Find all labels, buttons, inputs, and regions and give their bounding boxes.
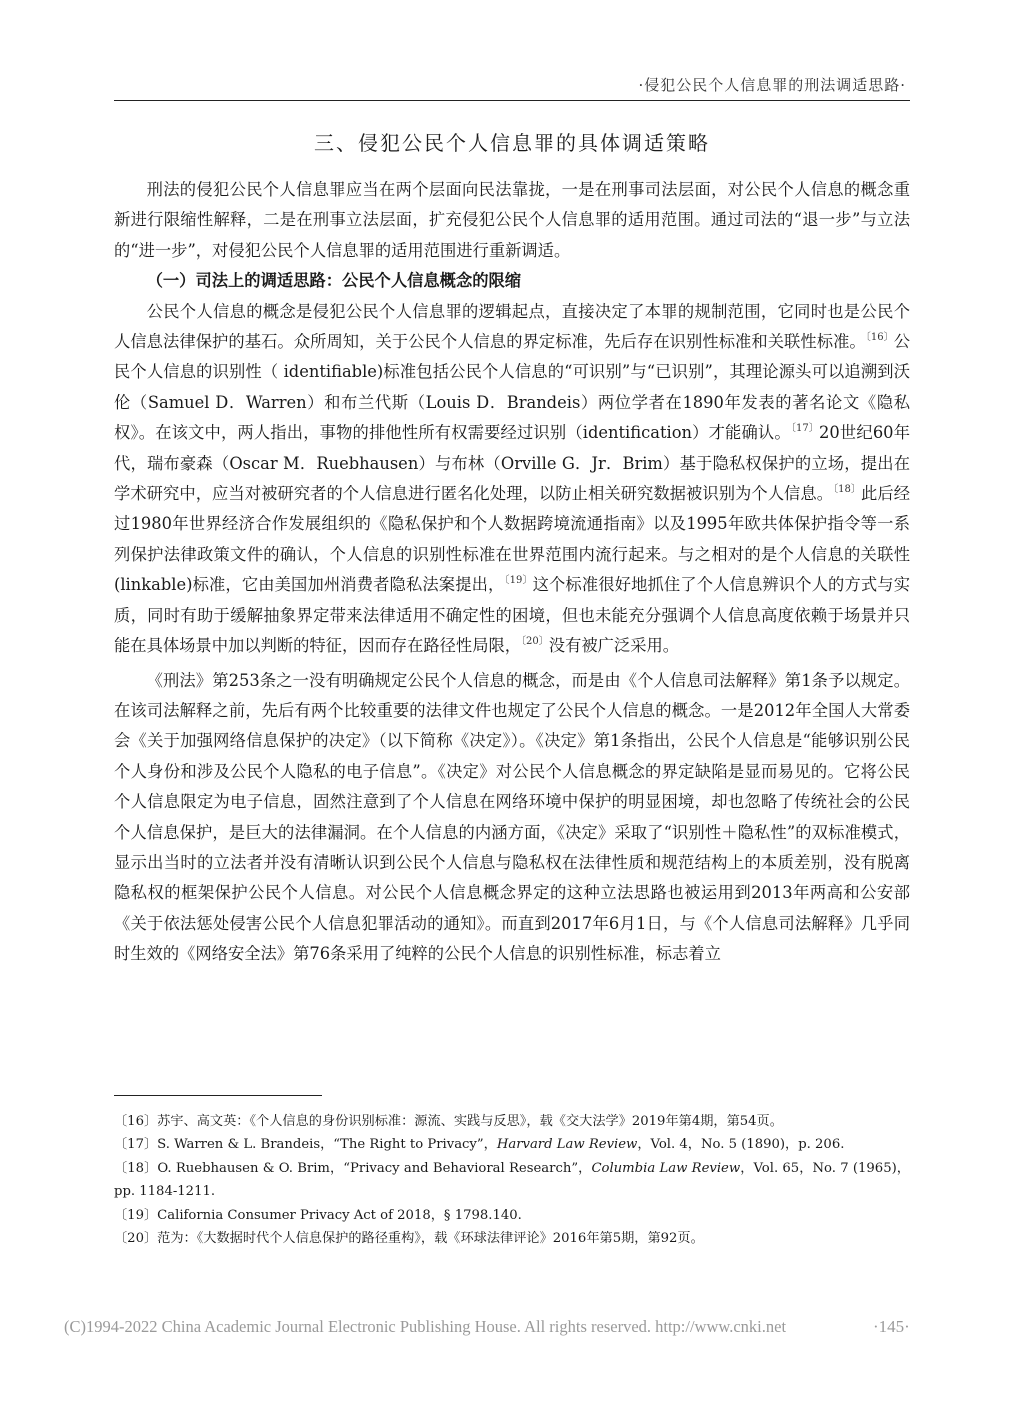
main-text bbox=[114, 175, 910, 970]
footnote-17-citation: ，Vol. 4，No. 5 (1890)，p. 206. bbox=[637, 1137, 845, 1153]
footnote-18-journal: Columbia Law Review bbox=[591, 1160, 741, 1176]
footnote-17-journal: Harvard Law Review bbox=[496, 1137, 638, 1153]
footnote-rule bbox=[114, 1095, 322, 1096]
running-head: ·侵犯公民个人信息罪的刑法调适思路· bbox=[638, 76, 906, 94]
paragraph-2-part-a: 公民个人信息的概念是侵犯公民个人信息罪的逻辑起点，直接决定了本罪的规制范围，它同时也是公民个人信息法律保护的基石。众所周知，关于公民个人信息的界定标准，先后存在识别性标准和关联性标准。 bbox=[114, 301, 910, 352]
footnote-20: 〔20〕范为：《大数据时代个人信息保护的路径重构》，载《环球法律评论》2016年第5期，第92页。 bbox=[114, 1231, 704, 1247]
footnote-ref-18[interactable]: 〔18〕 bbox=[833, 484, 862, 496]
subsection-heading: （一）司法上的调适思路：公民个人信息概念的限缩 bbox=[146, 271, 522, 291]
footnote-17 bbox=[114, 1133, 910, 1156]
footnote-ref-16[interactable]: 〔16〕 bbox=[865, 332, 894, 344]
footnote-ref-17[interactable]: 〔17〕 bbox=[790, 423, 820, 435]
footnote-ref-19[interactable]: 〔19〕 bbox=[504, 575, 533, 587]
paragraph-2-part-e: 这个标准很好地抓住了个人信息辨识个人的方式与实质，同时有助于缓解抽象界定带来法律适用不确定性的困境，但也未能充分强调个人信息高度依赖于场景并只能在具体场景中加以判断的特征，因而存在路径性局限， bbox=[114, 575, 910, 656]
paragraph-2-part-b: 公民个人信息的识别性（ identifiable)标准包括公民个人信息的“可识别”与“已识别”，其理论源头可以追溯到沃伦（Samuel D．Warren）和布兰代斯（Louis D．Brandeis）两位学者在1890年发表的著名论文《隐私权》。在该文中，两人指出，事物的排他性所有权需要经过识别（identification）才能确认。 bbox=[114, 332, 910, 443]
paragraph-1: 刑法的侵犯公民个人信息罪应当在两个层面向民法靠拢，一是在刑事司法层面，对公民个人信息的概念重新进行限缩性解释，二是在刑事立法层面，扩充侵犯公民个人信息罪的适用范围。通过司法的“退一步”与立法的“进一步”，对侵犯公民个人信息罪的适用范围进行重新调适。 bbox=[114, 180, 910, 260]
footnote-17-text: 〔17〕S. Warren & L. Brandeis，“The Right to Privacy”， bbox=[114, 1137, 497, 1153]
footnotes bbox=[114, 1110, 910, 1250]
footnote-18-text: 〔18〕O. Ruebhausen & O. Brim，“Privacy and Behavioral Research”， bbox=[114, 1160, 592, 1176]
paragraph-2-part-d: 此后经过1980年世界经济合作发展组织的《隐私保护和个人数据跨境流通指南》以及1995年欧共体保护指令等一系列保护法律政策文件的确认，个人信息的识别性标准在世界范围内流行起来。与之相对的是个人信息的关联性(linkable)标准，它由美国加州消费者隐私法案提出， bbox=[114, 484, 910, 595]
paragraph-3: 《刑法》第253条之一没有明确规定公民个人信息的概念，而是由《个人信息司法解释》第1条予以规定。在该司法解释之前，先后有两个比较重要的法律文件也规定了公民个人信息的概念。一是2012年全国人大常委会《关于加强网络信息保护的决定》（以下简称《决定》）。《决定》第1条指出，公民个人信息是“能够识别公民个人身份和涉及公民个人隐私的电子信息”。《决定》对公民个人信息概念的界定缺陷是显而易见的。它将公民个人信息限定为电子信息，固然注意到了个人信息在网络环境中保护的明显困境，却也忽略了传统社会的公民个人信息保护，是巨大的法律漏洞。在个人信息的内涵方面，《决定》采取了“识别性＋隐私性”的双标准模式，显示出当时的立法者并没有清晰认识到公民个人信息与隐私权在法律性质和规范结构上的本质差别，没有脱离隐私权的框架保护公民个人信息。对公民个人信息概念界定的这种立法思路也被运用到2013年两高和公安部《关于依法惩处侵害公民个人信息犯罪活动的通知》。而直到2017年6月1日，与《个人信息司法解释》几乎同时生效的《网络安全法》第76条采用了纯粹的公民个人信息的识别性标准，标志着立 bbox=[114, 670, 910, 964]
footnote-19: 〔19〕California Consumer Privacy Act of 2018，§ 1798.140. bbox=[114, 1207, 522, 1223]
footnote-ref-20[interactable]: 〔20〕 bbox=[521, 636, 549, 648]
paragraph-2 bbox=[114, 297, 910, 662]
footnote-16: 〔16〕苏宇、高文英：《个人信息的身份识别标准：源流、实践与反思》，载《交大法学》2019年第4期，第54页。 bbox=[114, 1114, 783, 1129]
copyright-notice: (C)1994-2022 China Academic Journal Electronic Publishing House. All rights reserved. http://www.cnki.net bbox=[64, 1317, 787, 1336]
header-rule bbox=[114, 100, 910, 101]
paragraph-2-part-c: 20世纪60年代，瑞布豪森（Oscar M．Ruebhausen）与布林（Orville G．Jr．Brim）基于隐私权保护的立场，提出在学术研究中，应当对被研究者的个人信息进行匿名化处理，以防止相关研究数据被识别为个人信息。 bbox=[114, 423, 910, 504]
section-title: 三、侵犯公民个人信息罪的具体调适策略 bbox=[314, 131, 710, 155]
footnote-18-citation: ，Vol. 65，No. 7 (1965)，pp. 1184-1211. bbox=[114, 1160, 910, 1200]
paragraph-2-part-f: 没有被广泛采用。 bbox=[548, 636, 680, 656]
footnote-18 bbox=[114, 1157, 910, 1204]
page-number: ·145· bbox=[873, 1317, 910, 1336]
